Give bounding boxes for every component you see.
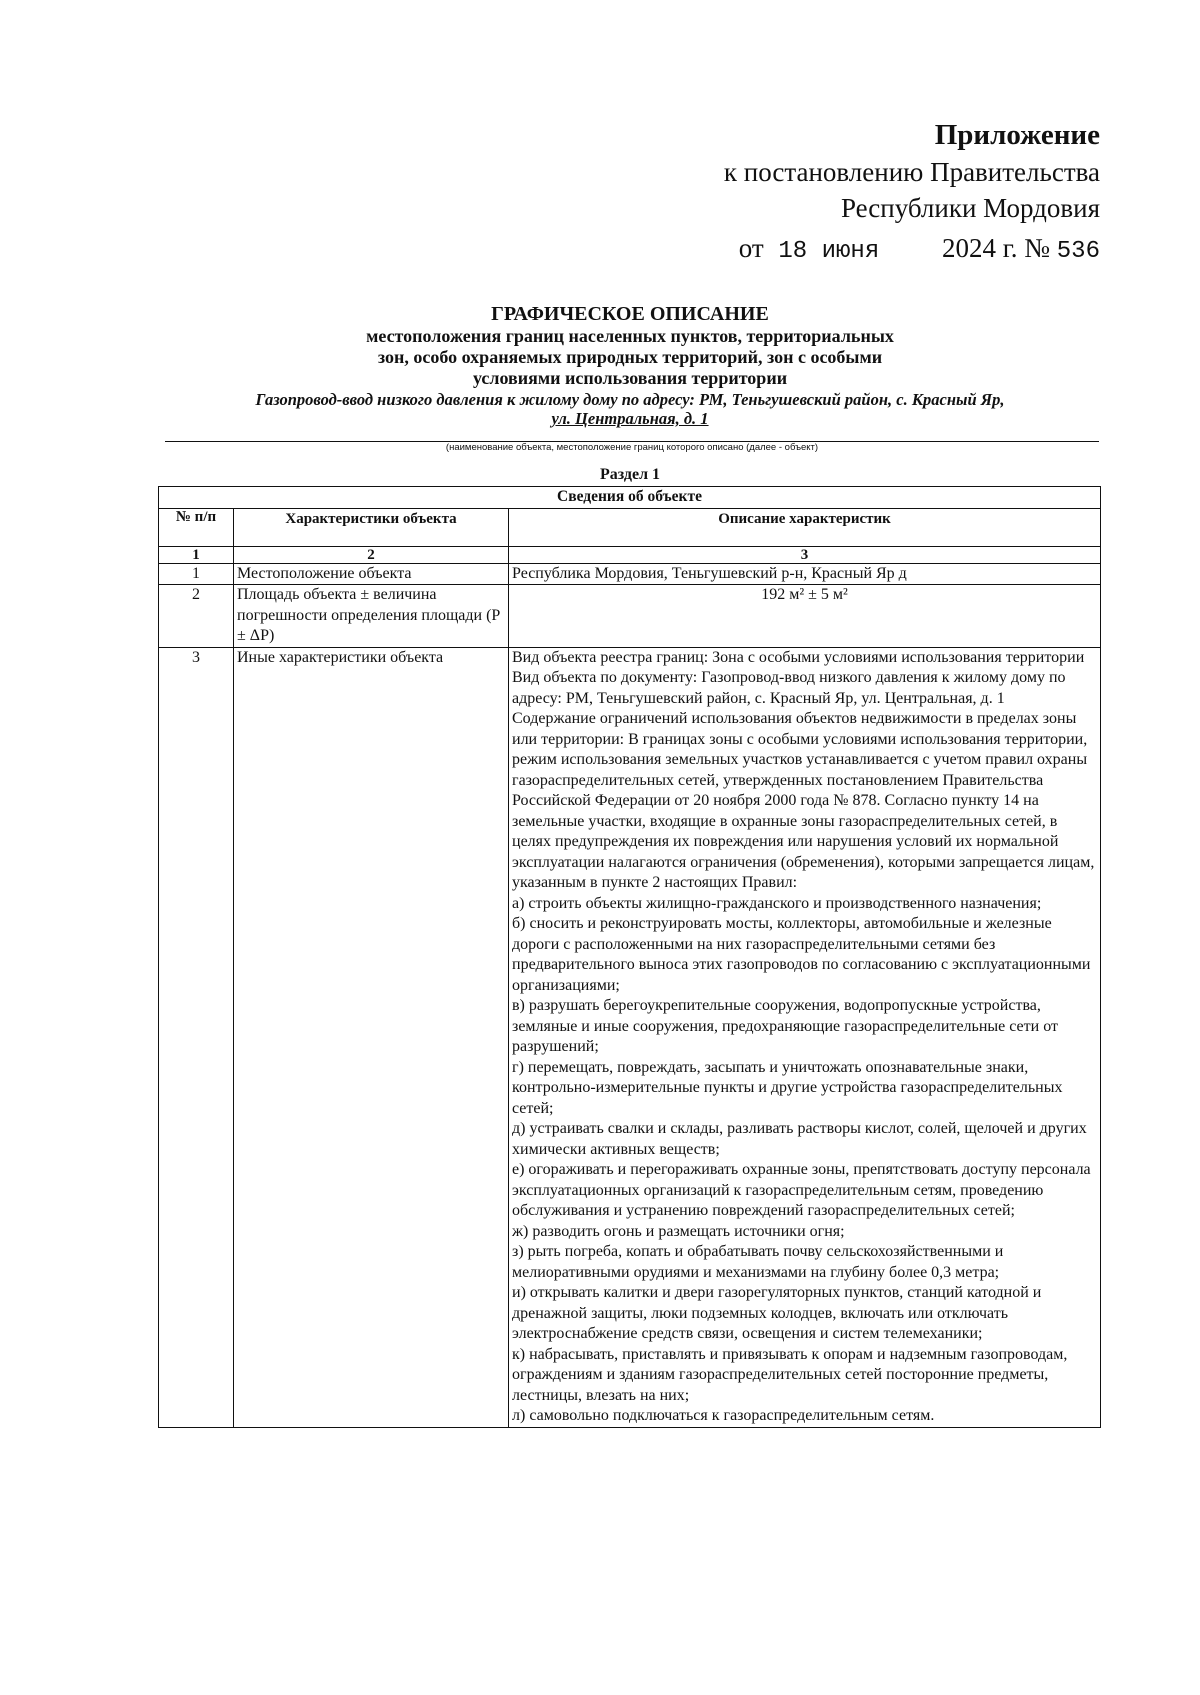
restriction-item-z: з) рыть погреба, копать и обрабатывать почву сельскохозяйственными и мелиоративными орудиями и механизмами на глубину более 0,3 метра;: [512, 1243, 1004, 1281]
subtitle-line-3: условиями использования территории: [472, 368, 788, 388]
object-name-line-2: ул. Центральная, д. 1: [551, 409, 709, 428]
document-title: ГРАФИЧЕСКОЕ ОПИСАНИЕ: [491, 303, 769, 325]
row-description: [509, 647, 1101, 1427]
appendix-block: [724, 116, 1100, 272]
appendix-title: Приложение: [934, 119, 1100, 151]
object-info-table: [158, 486, 1101, 1428]
subtitle-line-2: зон, особо охраняемых природных территорий, зон с особыми: [377, 347, 883, 367]
description-paragraph: Вид объекта реестра границ: Зона с особыми условиями использования территории: [512, 648, 1085, 666]
restriction-item-a: а) строить объекты жилищно-гражданского и производственного назначения;: [512, 894, 1042, 912]
table-row: [159, 563, 1101, 585]
appendix-line-1: к постановлению Правительства: [723, 157, 1100, 187]
row-description: 192 м² ± 5 м²: [509, 585, 1101, 648]
table-row: [159, 585, 1101, 648]
header-num: № п/п: [159, 508, 234, 546]
row-characteristic: Местоположение объекта: [234, 563, 509, 585]
restriction-item-d: д) устраивать свалки и склады, разливать растворы кислот, солей, щелочей и других химически активных веществ;: [512, 1120, 1087, 1158]
column-number: 3: [509, 546, 1101, 563]
description-paragraph: Содержание ограничений использования объектов недвижимости в пределах зоны или территории: В границах зоны с особыми условиями использования территории, режим использования земельных участков устанавливается с учетом правил охраны газораспределительных сетей, утвержденных постановлением Правительства Российской Федерации от 20 ноября 2000 года № 878. Согласно пункту 14 на земельные участки, входящие в охранные зоны газораспределительных сетей, в целях предупреждения их повреждения или нарушения условий их нормальной эксплуатации налагаются ограничения (обременения), которыми запрещается лицам, указанным в пункте 2 настоящих Правил:: [512, 710, 1095, 891]
document-title-block: [160, 302, 1100, 428]
object-caption: (наименование объекта, местоположение границ которого описано (далее - объект): [445, 442, 819, 453]
row-characteristic: Иные характеристики объекта: [234, 647, 509, 1427]
table-row: [159, 647, 1101, 1427]
restriction-item-e: е) огораживать и перегораживать охранные зоны, препятствовать доступу персонала эксплуатационных организаций к газораспределительным сетям, проведению обслуживания и устранению повреждений газораспределительных сетей;: [512, 1161, 1091, 1219]
description-paragraph: Вид объекта по документу: Газопровод-ввод низкого давления к жилому дому по адресу: РМ, Теньгушевский район, с. Красный Яр, ул. Центральная, д. 1: [512, 669, 1066, 707]
restriction-item-k: к) набрасывать, приставлять и привязывать к опорам и надземным газопроводам, ограждениям и зданиям газораспределительных сетей посторонние предметы, лестницы, влезать на них;: [512, 1345, 1068, 1404]
restriction-item-v: в) разрушать берегоукрепительные сооружения, водопропускные устройства, земляные и иные сооружения, предохраняющие газораспределительные сети от разрушений;: [512, 997, 1058, 1055]
date-prefix: от: [738, 233, 764, 263]
row-number: 3: [159, 647, 234, 1427]
object-name-line-1: Газопровод-ввод низкого давления к жилому дому по адресу: РМ, Теньгушевский район, с. Красный Яр,: [255, 390, 1005, 409]
appendix-date-line: [724, 228, 1100, 272]
row-number: 1: [159, 563, 234, 585]
column-number-row: [159, 546, 1101, 563]
date-value: 18 июня: [778, 238, 880, 265]
table-header-row: [159, 508, 1101, 546]
column-number: 2: [234, 546, 509, 563]
row-description: Республика Мордовия, Теньгушевский р-н, Красный Яр д: [509, 563, 1101, 585]
table-title-row: [159, 487, 1101, 509]
section-label: Раздел 1: [599, 466, 661, 483]
row-number: 2: [159, 585, 234, 648]
restriction-item-b: б) сносить и реконструировать мосты, коллекторы, автомобильные и железные дороги с расположенными на них газораспределительными сетями без предварительного выноса этих газопроводов по согласованию с эксплуатационными организациями;: [512, 915, 1091, 994]
appendix-line-2: Республики Мордовия: [840, 193, 1100, 223]
header-description: Описание характеристик: [509, 508, 1101, 546]
year-text: 2024 г. №: [941, 233, 1051, 263]
table-title: Сведения об объекте: [159, 487, 1101, 509]
column-number: 1: [159, 546, 234, 563]
restriction-item-g: г) перемещать, повреждать, засыпать и уничтожать опознавательные знаки, контрольно-измерительные пункты и другие устройства газораспределительных сетей;: [512, 1058, 1063, 1117]
header-characteristics: Характеристики объекта: [234, 508, 509, 546]
decree-number: 536: [1056, 238, 1100, 265]
restriction-item-i: и) открывать калитки и двери газорегуляторных пунктов, станций катодной и дренажной защиты, люки подземных колодцев, включать или отключать электроснабжение средств связи, освещения и систем телемеханики;: [512, 1284, 1042, 1342]
subtitle-line-1: местоположения границ населенных пунктов, территориальных: [366, 326, 894, 346]
restriction-item-l: л) самовольно подключаться к газораспределительным сетям.: [512, 1407, 935, 1424]
restriction-item-zh: ж) разводить огонь и размещать источники огня;: [512, 1222, 845, 1240]
row-characteristic: Площадь объекта ± величина погрешности определения площади (P ± ΔP): [234, 585, 509, 648]
